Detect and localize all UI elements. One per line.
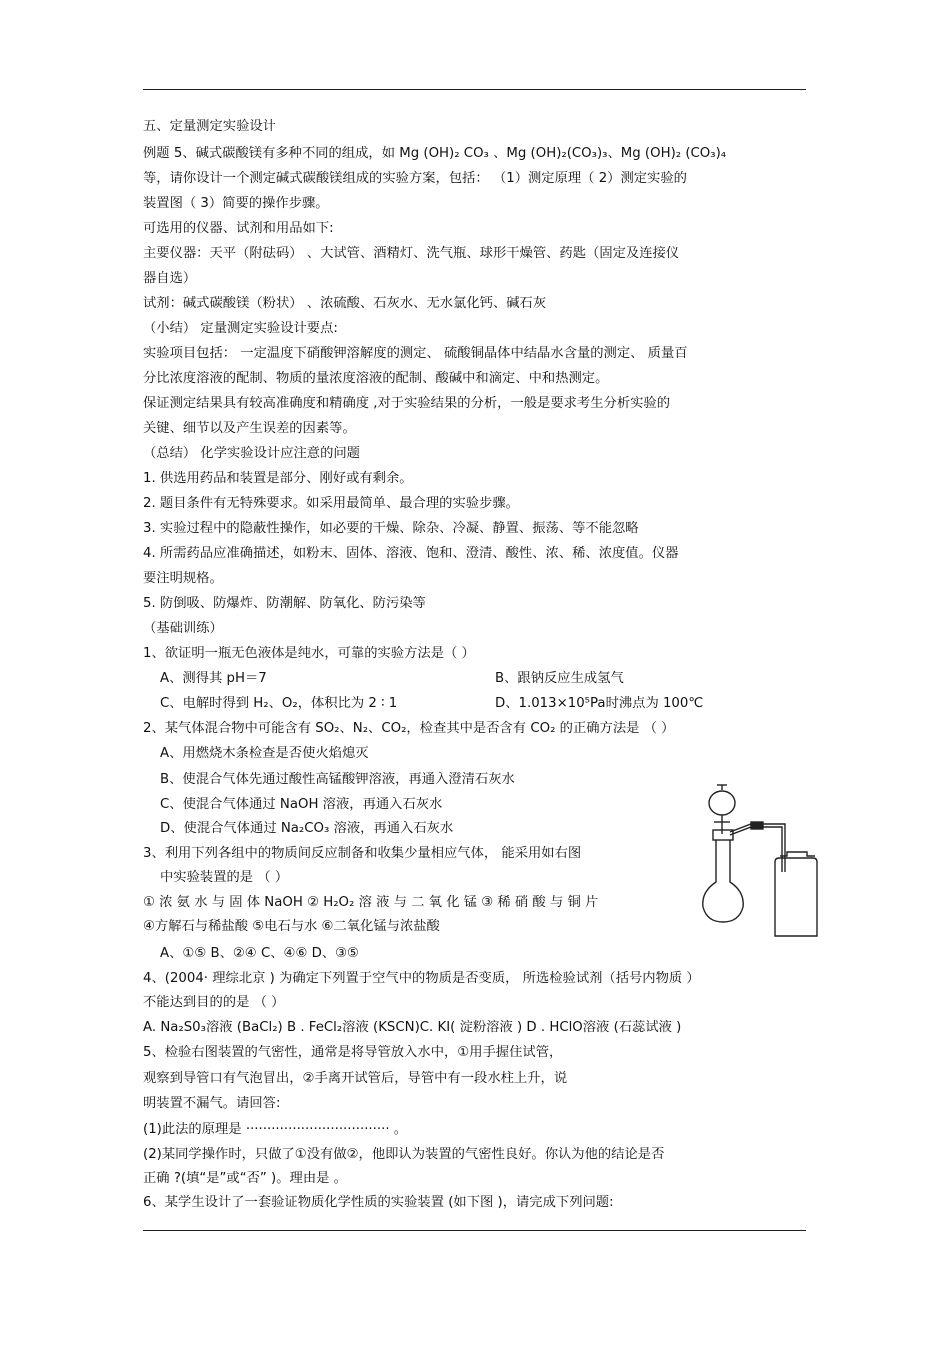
text-line: （基础训练） (143, 621, 223, 636)
text-line: 器自选） (143, 271, 197, 286)
text-line: 主要仪器：天平（附砝码） 、大试管、酒精灯、洗气瓶、球形干燥管、药匙（固定及连接仪 (143, 246, 680, 261)
text-line: 可选用的仪器、试剂和用品如下: (143, 221, 334, 236)
question-3: 3、利用下列各组中的物质间反应制备和收集少量相应气体， 能采用如右图 (143, 846, 582, 861)
header-rule (143, 89, 806, 90)
text-line: (1)此法的原理是 ·································· 。 (143, 1122, 408, 1137)
option-line: A. Na₂S0₃溶液 (BaCl₂) B . FeCl₂溶液 (KSCN)C. KI( 淀粉溶液 ) D . HClO溶液 (石蕊试液 ) (143, 1020, 682, 1035)
option-line: C、使混合气体通过 NaOH 溶液，再通入石灰水 (160, 797, 443, 812)
text-line: 实验项目包括： 一定温度下硝酸钾溶解度的测定、 硫酸铜晶体中结晶水含量的测定、 质量百 (143, 346, 688, 361)
footer-rule (143, 1230, 806, 1231)
text-line: (2)某同学操作时，只做了①没有做②，他即认为装置的气密性良好。你认为他的结论是否 (143, 1147, 665, 1162)
option-line: B、使混合气体先通过酸性高锰酸钾溶液，再通入澄清石灰水 (160, 772, 515, 787)
text-line: 分比浓度溶液的配制、物质的量浓度溶液的配制、酸碱中和滴定、中和热测定。 (143, 371, 609, 386)
text-line: 3. 实验过程中的隐蔽性操作，如必要的干燥、除杂、冷凝、静置、振荡、等不能忽略 (143, 521, 639, 536)
text-line: 试剂：碱式碳酸镁（粉状） 、浓硫酸、石灰水、无水氯化钙、碱石灰 (143, 296, 547, 311)
text-line: 明装置不漏气。请回答: (143, 1096, 281, 1111)
text-line: ① 浓 氨 水 与 固 体 NaOH ② H₂O₂ 溶 液 与 二 氧 化 锰 ③ 稀 硝 酸 与 铜 片 (143, 895, 599, 910)
question-5: 5、检验右图装置的气密性，通常是将导管放入水中，①用手握住试管， (143, 1045, 563, 1060)
q1-option-d: D、1.013×10⁵Pa时沸点为 100℃ (495, 696, 704, 711)
lab-apparatus-figure (695, 782, 825, 942)
q1-option-a: A、测得其 pH＝7 (160, 671, 267, 686)
text-line: 要注明规格。 (143, 571, 223, 586)
text-line: 中实验装置的是 （ ） (160, 870, 289, 885)
text-line: 保证测定结果具有较高准确度和精确度 ,对于实验结果的分析，一般是要求考生分析实验的 (143, 396, 671, 411)
option-line: D、使混合气体通过 Na₂CO₃ 溶液，再通入石灰水 (160, 821, 454, 836)
text-line: 例题 5、碱式碳酸镁有多种不同的组成，如 Mg (OH)₂ CO₃ 、Mg (OH)₂(CO₃)₃、Mg (OH)₂ (CO₃)₄ (143, 146, 727, 161)
text-line: 不能达到目的的是 （ ） (143, 995, 285, 1010)
q1-option-c: C、电解时得到 H₂、O₂，体积比为 2 ∶ 1 (160, 696, 398, 711)
text-line: 4. 所需药品应准确描述，如粉末、固体、溶液、饱和、澄清、酸性、浓、稀、浓度值。仪器 (143, 546, 679, 561)
text-line: 1. 供选用药品和装置是部分、刚好或有剩余。 (143, 471, 413, 486)
question-4: 4、(2004· 理综北京 ) 为确定下列置于空气中的物质是否变质， 所选检验试剂（括号内物质 ） (143, 971, 700, 986)
question-1: 1、欲证明一瓶无色液体是纯水，可靠的实验方法是（ ） (143, 646, 475, 661)
question-2: 2、某气体混合物中可能含有 SO₂、N₂、CO₂，检查其中是否含有 CO₂ 的正确方法是 （ ） (143, 721, 675, 736)
q1-option-row (160, 695, 830, 713)
text-line: 等，请你设计一个测定碱式碳酸镁组成的实验方案，包括： （1）测定原理（ 2）测定实验的 (143, 171, 687, 186)
text-line: （总结） 化学实验设计应注意的问题 (143, 446, 360, 461)
question-6: 6、某学生设计了一套验证物质化学性质的实验装置 (如下图 )，请完成下列问题: (143, 1195, 614, 1210)
q1-option-row (160, 670, 830, 688)
text-line: 5. 防倒吸、防爆炸、防潮解、防氧化、防污染等 (143, 596, 426, 611)
text-line: ④方解石与稀盐酸 ⑤电石与水 ⑥二氧化锰与浓盐酸 (143, 919, 440, 934)
text-line: 关键、细节以及产生误差的因素等。 (143, 421, 356, 436)
text-line: 正确 ?(填“是”或“否” )。理由是 。 (143, 1171, 347, 1186)
text-line: 观察到导管口有气泡冒出，②手离开试管后，导管中有一段水柱上升，说 (143, 1071, 568, 1086)
text-line: （小结） 定量测定实验设计要点: (143, 321, 338, 336)
text-line: 装置图（ 3）简要的操作步骤。 (143, 196, 329, 211)
option-line: A、用燃烧木条检查是否使火焰熄灭 (160, 746, 369, 761)
option-line: A、①⑤ B、②④ C、④⑥ D、③⑤ (160, 946, 359, 961)
text-line: 2. 题目条件有无特殊要求。如采用最简单、最合理的实验步骤。 (143, 496, 519, 511)
section-title: 五、定量测定实验设计 (143, 119, 276, 134)
q1-option-b: B、跟钠反应生成氢气 (495, 671, 624, 686)
